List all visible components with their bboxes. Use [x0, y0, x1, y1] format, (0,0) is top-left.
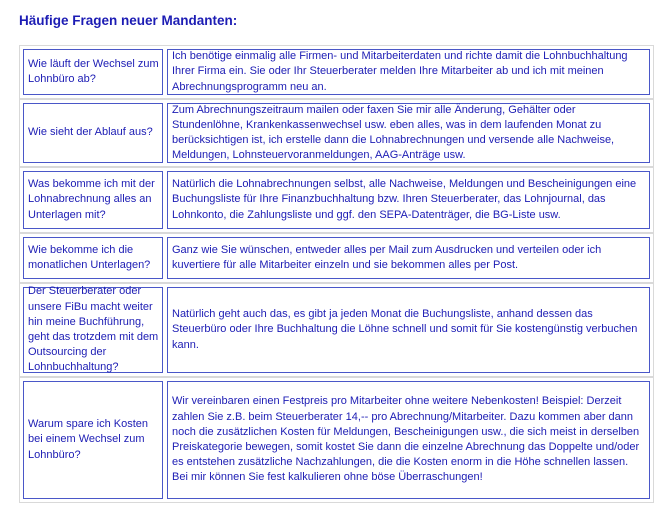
faq-question: Was bekomme ich mit der Lohnabrechnung alles an Unterlagen mit? — [23, 171, 163, 229]
faq-answer: Ganz wie Sie wünschen, entweder alles per Mail zum Ausdrucken und verteilen oder ich kuvertiere für alle Mitarbeiter einzeln und sie bekommen alles per Post. — [167, 237, 650, 279]
faq-question: Wie bekomme ich die monatlichen Unterlagen? — [23, 237, 163, 279]
faq-table — [19, 45, 654, 503]
faq-row — [19, 377, 654, 503]
faq-row — [19, 99, 654, 167]
page-title: Häufige Fragen neuer Mandanten: — [19, 13, 238, 28]
faq-answer: Zum Abrechnungszeitraum mailen oder faxen Sie mir alle Änderung, Gehälter oder Stundenlöhne, Krankenkassenwechsel usw. eben alles, was in dem laufenden Monat zu berücksichtigen ist, ich erstelle dann die Lohnabrechnungen und versende alle Nachweise, Meldungen, Lohnsteuervoranmeldungen, AAG-Anträge usw. — [167, 103, 650, 163]
faq-answer: Ich benötige einmalig alle Firmen- und Mitarbeiterdaten und richte damit die Lohnbuchhaltung Ihrer Firma ein. Sie oder Ihr Steuerberater melden Ihre Mitarbeiter ab und ich mit meinen Abrechnungsprogramm neu an. — [167, 49, 650, 95]
faq-row — [19, 45, 654, 99]
faq-row — [19, 283, 654, 377]
faq-row — [19, 233, 654, 283]
faq-question: Der Steuerberater oder unsere FiBu macht weiter hin meine Buchführung, geht das trotzdem mit dem Outsourcing der Lohnbuchhaltung? — [23, 287, 163, 373]
faq-question: Wie sieht der Ablauf aus? — [23, 103, 163, 163]
faq-row — [19, 167, 654, 233]
faq-answer: Wir vereinbaren einen Festpreis pro Mitarbeiter ohne weitere Nebenkosten! Beispiel: Derzeit zahlen Sie z.B. beim Steuerberater 14,-- pro Abrechnung/Mitarbeiter. Dazu kommen aber dann noch die zusätzlichen Kosten für Meldungen, Bescheinigungen usw., die sich meist in derselben Preiskategorie bewegen, somit kostet Sie dann die einzelne Abrechnung das Doppelte und/oder es entstehen zusätzliche Nachzahlungen, die die Kosten enorm in die Höhe schnellen lassen. Bei mir können Sie fest kalkulieren ohne böse Überraschungen! — [167, 381, 650, 499]
faq-answer: Natürlich die Lohnabrechnungen selbst, alle Nachweise, Meldungen und Bescheinigungen eine Buchungsliste für Ihre Finanzbuchhaltung bzw. Ihren Steuerberater, das Lohnjournal, das Lohnkonto, die Zahlungsliste und ggf. den SEPA-Datenträger, die BG-Liste usw. — [167, 171, 650, 229]
faq-answer: Natürlich geht auch das, es gibt ja jeden Monat die Buchungsliste, anhand dessen das Steuerbüro oder Ihre Buchhaltung die Löhne schnell und somit für Sie kostengünstig verbuchen kann. — [167, 287, 650, 373]
faq-question: Wie läuft der Wechsel zum Lohnbüro ab? — [23, 49, 163, 95]
faq-question: Warum spare ich Kosten bei einem Wechsel zum Lohnbüro? — [23, 381, 163, 499]
